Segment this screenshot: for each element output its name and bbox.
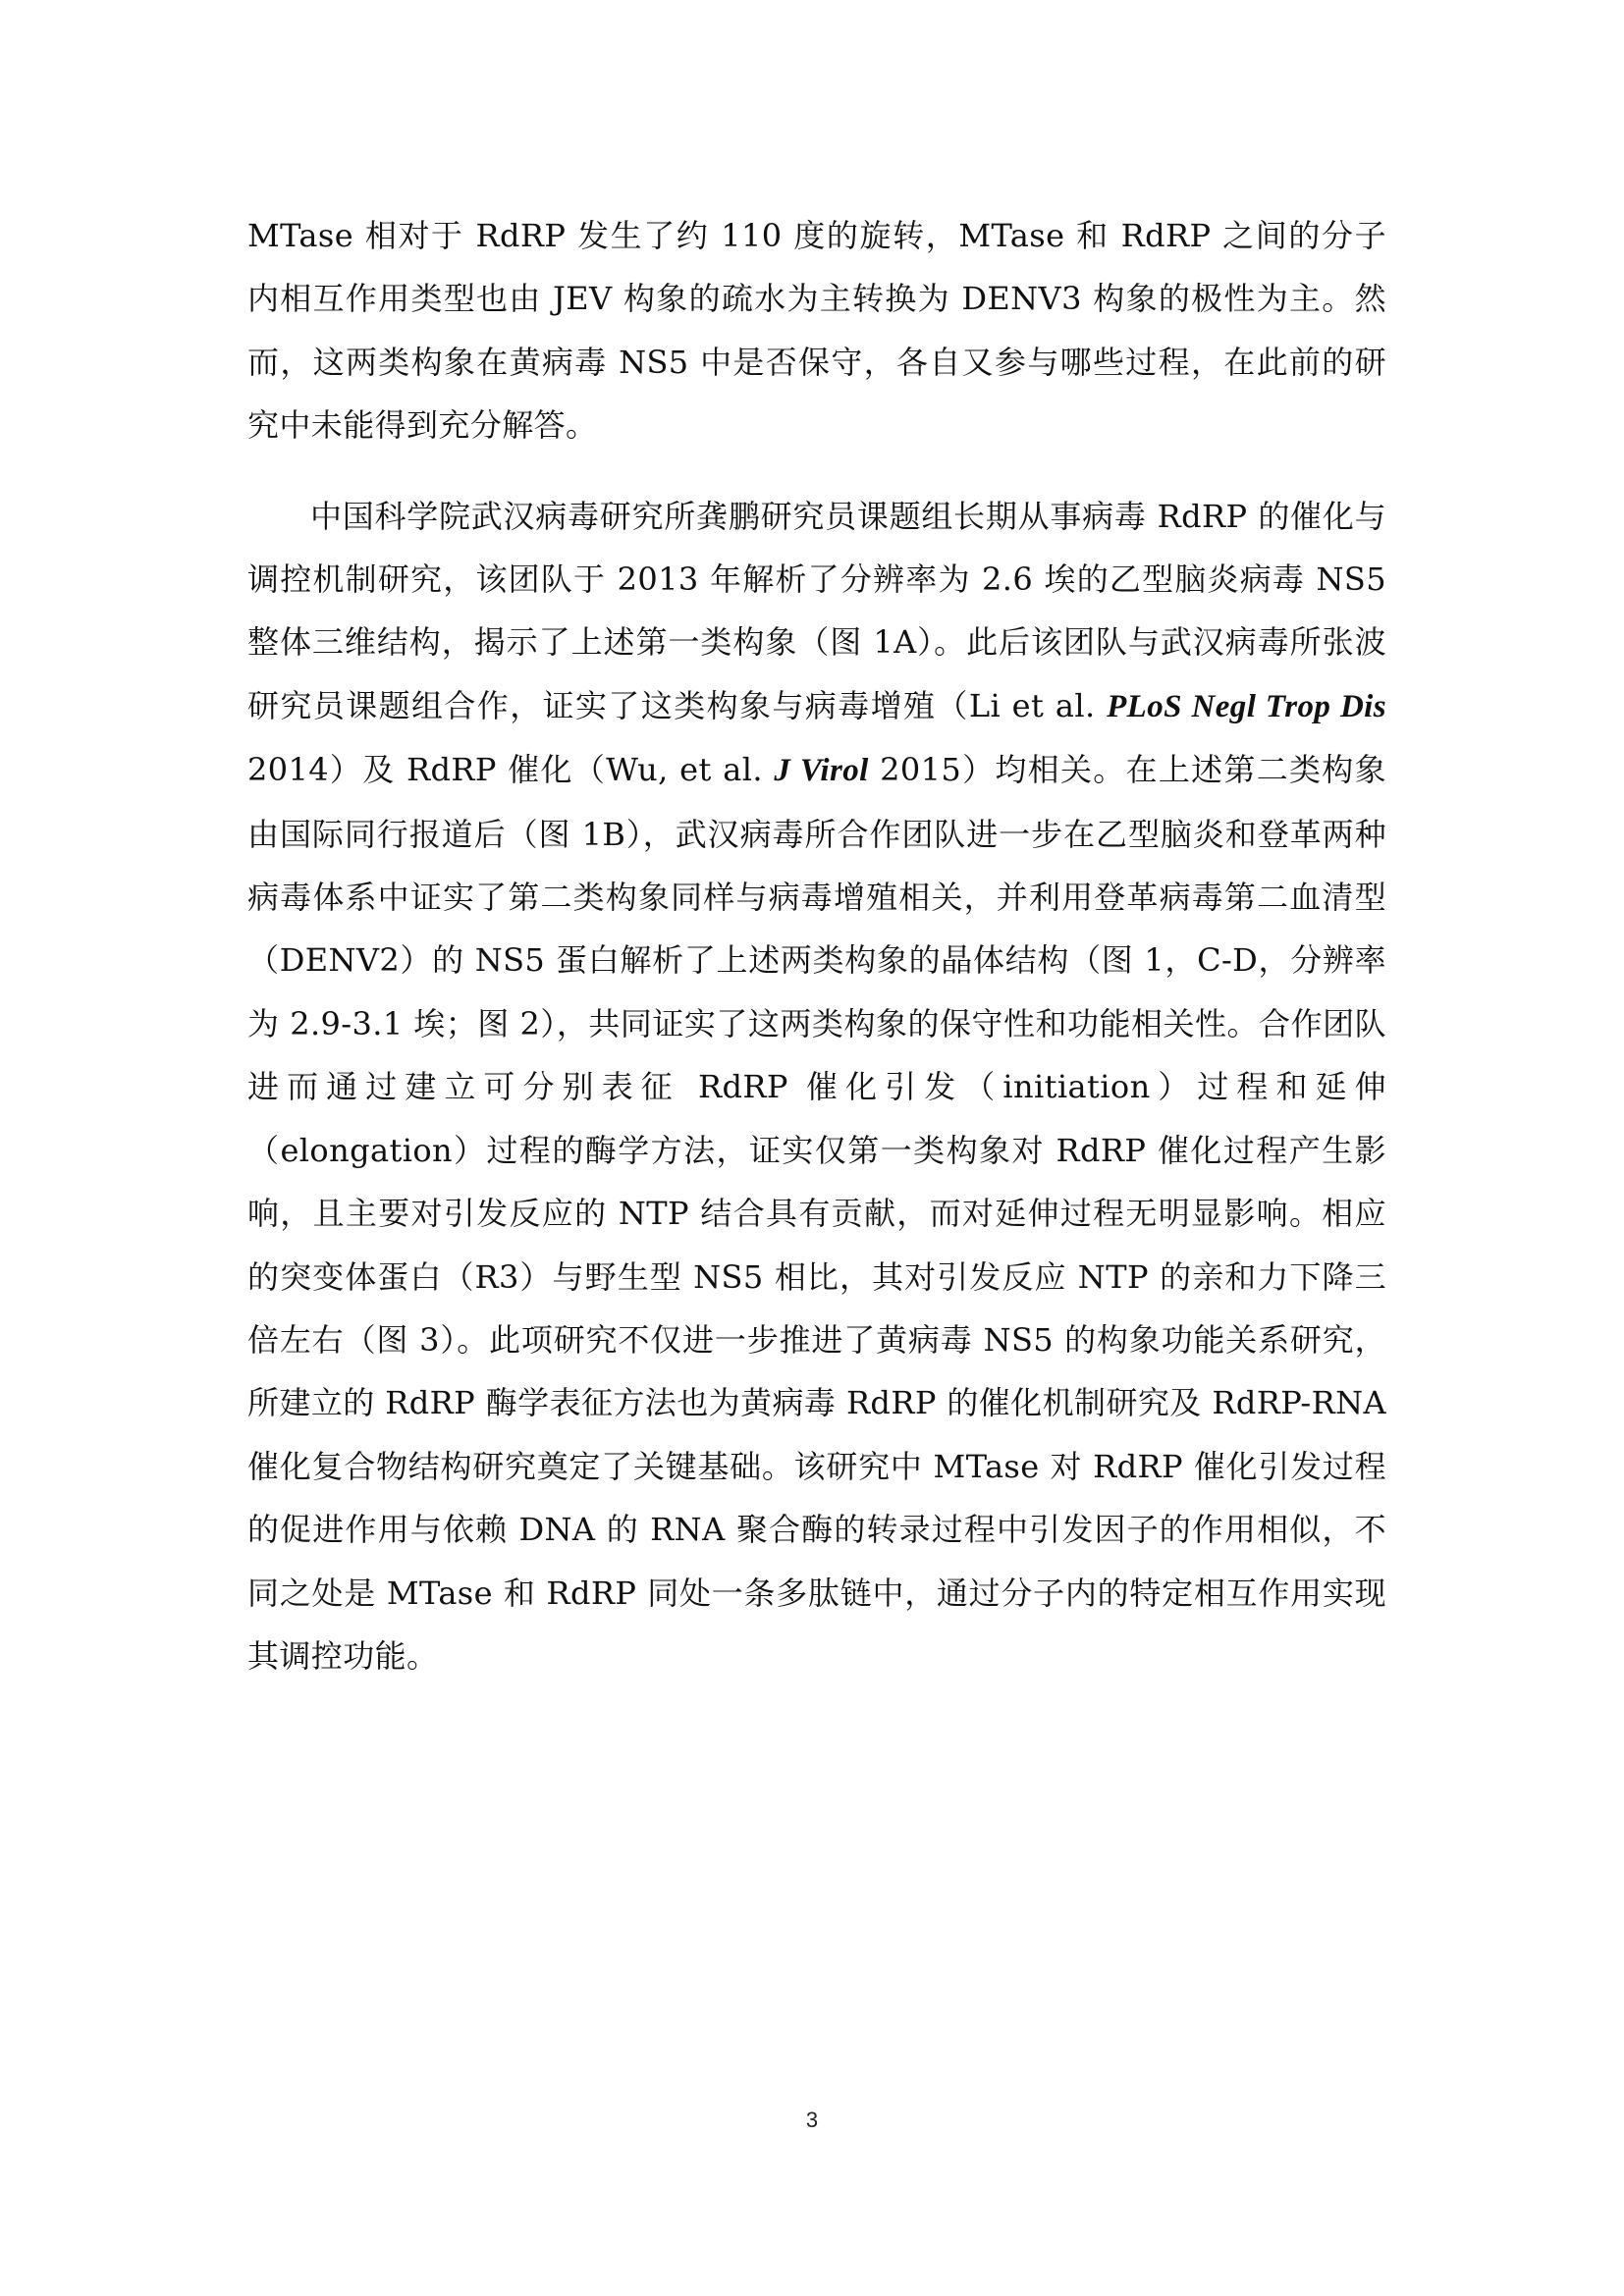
paragraph-1: MTase 相对于 RdRP 发生了约 110 度的旋转，MTase 和 RdRP 之间的分子内相互作用类型也由 JEV 构象的疏水为主转换为 DENV3 构象的极性为主。然而，这两类构象在黄病毒 NS5 中是否保守，各自又参与哪些过程，在此前的研究中未能得到充分解答。 [247, 217, 1386, 445]
journal-title-jvirol: J Virol [774, 753, 869, 789]
journal-title-plos: PLoS Negl Trop Dis [1107, 688, 1386, 724]
page-number: 3 [805, 2108, 819, 2132]
paragraph-2-text-a: 中国科学院武汉病毒研究所龚鹏研究员课题组长期从事病毒 RdRP 的催化与调控机制研究，该团队于 2013 年解析了分辨率为 2.6 埃的乙型脑炎病毒 NS5 整体三维结构，揭示了上述第一类构象（图 1A）。此后该团队与武汉病毒所张波研究员课题组合作，证实了这类构象与病毒增殖（Li et al. [247, 497, 1386, 724]
paragraph-2 [247, 485, 1386, 1688]
body-text [247, 204, 1386, 1687]
paragraph-2-text-b: 2014）及 RdRP 催化（Wu, et al. [247, 751, 775, 789]
paragraph-2-text-c: 2015）均相关。在上述第二类构象由国际同行报道后（图 1B），武汉病毒所合作团队进一步在乙型脑炎和登革两种病毒体系中证实了第二类构象同样与病毒增殖相关，并利用登革病毒第二血清型（DENV2）的 NS5 蛋白解析了上述两类构象的晶体结构（图 1，C-D，分辨率为 2.9-3.1 埃；图 2），共同证实了这两类构象的保守性和功能相关性。合作团队进而通过建立可分别表征 RdRP 催化引发（initiation）过程和延伸（elongation）过程的酶学方法，证实仅第一类构象对 RdRP 催化过程产生影响，且主要对引发反应的 NTP 结合具有贡献，而对延伸过程无明显影响。相应的突变体蛋白（R3）与野生型 NS5 相比，其对引发反应 NTP 的亲和力下降三倍左右（图 3）。此项研究不仅进一步推进了黄病毒 NS5 的构象功能关系研究，所建立的 RdRP 酶学表征方法也为黄病毒 RdRP 的催化机制研究及 RdRP-RNA 催化复合物结构研究奠定了关键基础。该研究中 MTase 对 RdRP 催化引发过程的促进作用与依赖 DNA 的 RNA 聚合酶的转录过程中引发因子的作用相似，不同之处是 MTase 和 RdRP 同处一条多肽链中，通过分子内的特定相互作用实现其调控功能。 [247, 751, 1386, 1675]
